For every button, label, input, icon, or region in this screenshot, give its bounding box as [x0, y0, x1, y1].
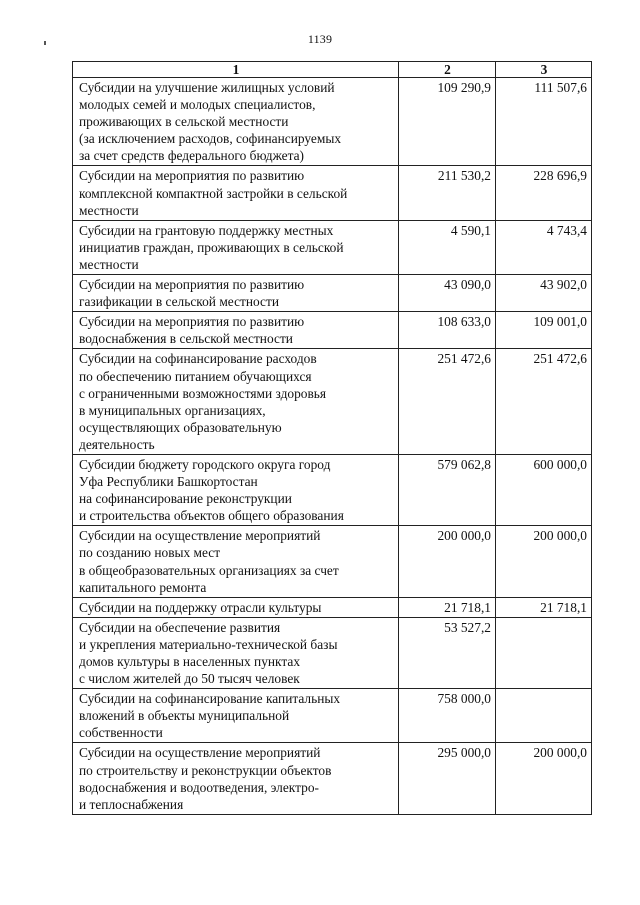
row-value-col2: 109 290,9	[399, 78, 496, 166]
row-value-col2: 108 633,0	[399, 312, 496, 349]
row-value-col3: 109 001,0	[496, 312, 592, 349]
table-row	[73, 349, 592, 455]
column-header-2: 2	[399, 62, 496, 78]
row-value-col3: 200 000,0	[496, 743, 592, 814]
table-row	[73, 454, 592, 525]
row-value-col2: 21 718,1	[399, 597, 496, 617]
column-header-3: 3	[496, 62, 592, 78]
table-row	[73, 166, 592, 220]
column-header-1: 1	[73, 62, 399, 78]
row-value-col2: 579 062,8	[399, 454, 496, 525]
row-value-col3: 251 472,6	[496, 349, 592, 455]
row-value-col3: 4 743,4	[496, 220, 592, 274]
row-value-col2: 53 527,2	[399, 617, 496, 688]
row-label: Субсидии на осуществление мероприятий по строительству и реконструкции объектов водоснабжения и водоотведения, электро- и теплоснабжения	[73, 743, 399, 814]
row-label: Субсидии на грантовую поддержку местных инициатив граждан, проживающих в сельской местности	[73, 220, 399, 274]
row-label: Субсидии на мероприятия по развитию комплексной компактной застройки в сельской местности	[73, 166, 399, 220]
row-value-col2: 211 530,2	[399, 166, 496, 220]
row-label: Субсидии на мероприятия по развитию газификации в сельской местности	[73, 275, 399, 312]
row-value-col2: 295 000,0	[399, 743, 496, 814]
row-value-col3: 200 000,0	[496, 526, 592, 597]
table-row	[73, 78, 592, 166]
subsidies-table	[72, 61, 592, 815]
row-label: Субсидии на софинансирование капитальных вложений в объекты муниципальной собственности	[73, 689, 399, 743]
row-value-col2: 43 090,0	[399, 275, 496, 312]
row-value-col3: 111 507,6	[496, 78, 592, 166]
table-row	[73, 275, 592, 312]
scan-mark	[44, 41, 46, 45]
row-value-col3: 43 902,0	[496, 275, 592, 312]
table-row	[73, 220, 592, 274]
row-label: Субсидии на поддержку отрасли культуры	[73, 597, 399, 617]
table-header-row	[73, 62, 592, 78]
row-label: Субсидии бюджету городского округа город Уфа Республики Башкортостан на софинансирование реконструкции и строительства объектов общего образования	[73, 454, 399, 525]
row-label: Субсидии на софинансирование расходов по обеспечению питанием обучающихся с ограниченными возможностями здоровья в муниципальных организациях, осуществляющих образовательную деятельность	[73, 349, 399, 455]
row-label: Субсидии на мероприятия по развитию водоснабжения в сельской местности	[73, 312, 399, 349]
table-row	[73, 617, 592, 688]
table-row	[73, 526, 592, 597]
row-label: Субсидии на осуществление мероприятий по созданию новых мест в общеобразовательных организациях за счет капитального ремонта	[73, 526, 399, 597]
row-value-col3	[496, 689, 592, 743]
row-value-col3: 21 718,1	[496, 597, 592, 617]
table-row	[73, 743, 592, 814]
row-value-col3	[496, 617, 592, 688]
row-label: Субсидии на улучшение жилищных условий молодых семей и молодых специалистов, проживающих в сельской местности (за исключением расходов, софинансируемых за счет средств федерального бюджета)	[73, 78, 399, 166]
page-number: 1139	[307, 32, 333, 46]
row-value-col2: 251 472,6	[399, 349, 496, 455]
table-row	[73, 597, 592, 617]
table-row	[73, 689, 592, 743]
row-value-col3: 228 696,9	[496, 166, 592, 220]
row-value-col2: 758 000,0	[399, 689, 496, 743]
row-label: Субсидии на обеспечение развития и укрепления материально-технической базы домов культуры в населенных пунктах с числом жителей до 50 тысяч человек	[73, 617, 399, 688]
table-row	[73, 312, 592, 349]
row-value-col2: 4 590,1	[399, 220, 496, 274]
row-value-col2: 200 000,0	[399, 526, 496, 597]
row-value-col3: 600 000,0	[496, 454, 592, 525]
